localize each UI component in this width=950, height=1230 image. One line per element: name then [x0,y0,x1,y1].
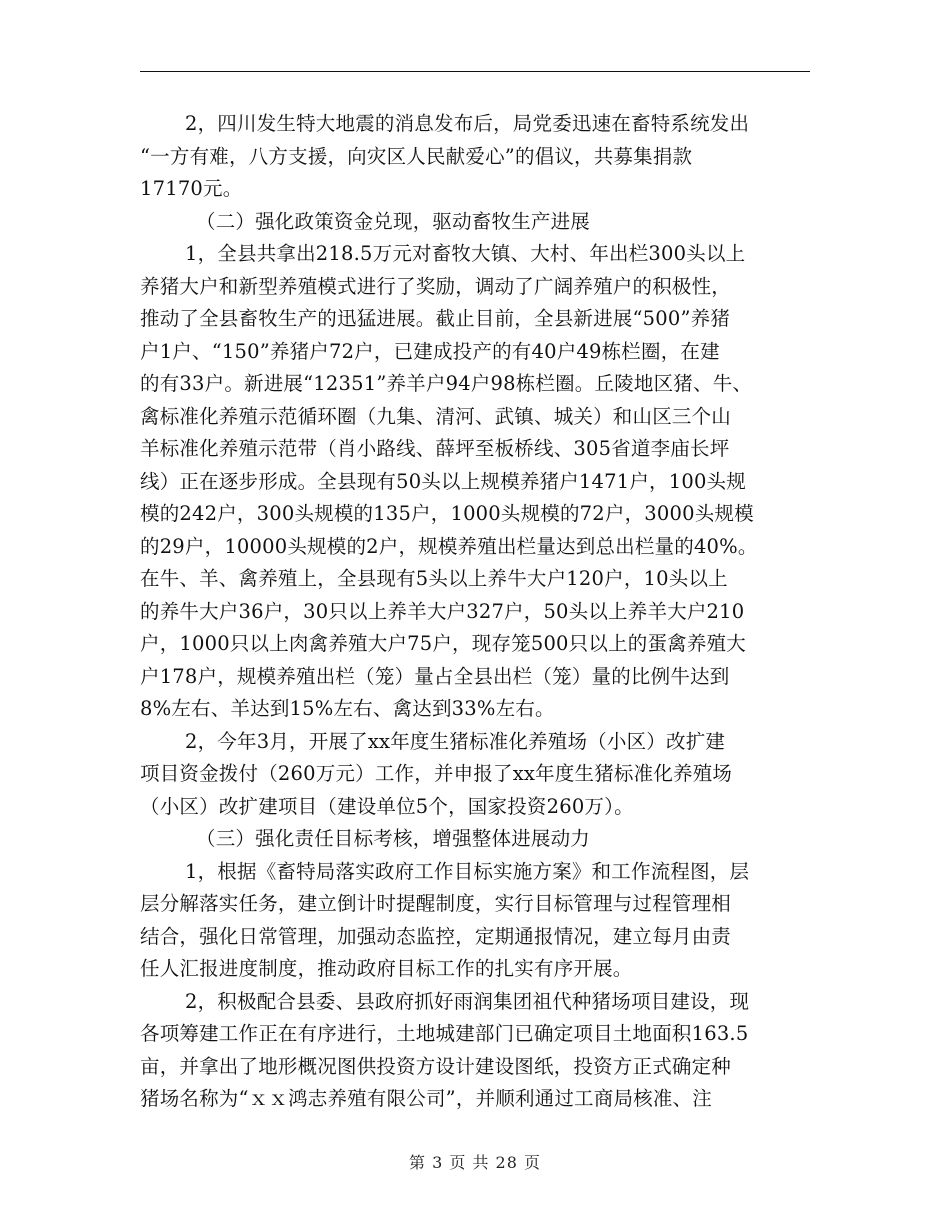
paragraph-line: 户，1000只以上肉禽养殖大户75户，现存笼500只以上的蛋禽养殖大 [140,632,746,655]
paragraph-line: 1，全县共拿出218.5万元对畜牧大镇、大村、年出栏300头以上 [185,242,746,265]
paragraph-line: 的养牛大户36户，30只以上养羊大户327户，50头以上养羊大户210 [140,599,745,623]
section-heading: （二）强化政策资金兑现，驱动畜牧生产进展 [196,209,591,233]
paragraph-line: 任人汇报进度制度，推动政府目标工作的扎实有序开展。 [140,957,633,980]
paragraph-line: 养猪大户和新型养殖模式进行了奖励，调动了广阔养殖户的积极性， [140,274,732,298]
paragraph-line: 推动了全县畜牧生产的迅猛进展。截止目前，全县新进展“500”养猪 [140,307,731,330]
paragraph-line: 8%左右、羊达到15%左右、禽达到33%左右。 [140,697,555,720]
paragraph-line: 项目资金拨付（260万元）工作，并申报了xx年度生猪标准化养殖场 [140,762,733,785]
paragraph-line: 的有33户。新进展“12351”养羊户94户98栋栏圈。丘陵地区猪、牛、 [140,372,753,395]
paragraph-line: 禽标准化养殖示范循环圈（九集、清河、武镇、城关）和山区三个山 [140,404,732,428]
paragraph-line: 模的242户，300头规模的135户，1000头规模的72户，3000头规模 [140,502,754,525]
paragraph-line: 猪场名称为“ｘｘ鸿志养殖有限公司”，并顺利通过工商局核准、注 [140,1087,712,1110]
paragraph-line: 2，积极配合县委、县政府抓好雨润集团祖代种猪场项目建设，现 [185,989,750,1013]
paragraph-line: 各项筹建工作正在有序进行，土地城建部门已确定项目土地面积163.5 [140,1022,749,1045]
header-rule [140,71,810,72]
paragraph-line: 1，根据《畜特局落实政府工作目标实施方案》和工作流程图，层 [185,859,750,883]
paragraph-line: 2，今年3月，开展了xx年度生猪标准化养殖场（小区）改扩建 [185,729,726,753]
paragraph-line: 线）正在逐步形成。全县现有50头以上规模养猪户1471户，100头规 [140,469,746,493]
section-heading: （三）强化责任目标考核，增强整体进展动力 [196,827,591,850]
paragraph-line: 户178户，规模养殖出栏（笼）量占全县出栏（笼）量的比例牛达到 [140,664,730,688]
page-number-footer: 第 3 页 共 28 页 [409,1153,541,1172]
paragraph-line: （小区）改扩建项目（建设单位5个，国家投资260万）。 [140,794,634,818]
paragraph-line: 亩，并拿出了地形概况图供投资方设计建设图纸，投资方正式确定种 [140,1054,732,1078]
paragraph-line: 2，四川发生特大地震的消息发布后，局党委迅速在畜特系统发出 [185,112,750,135]
paragraph-line: 羊标准化养殖示范带（肖小路线、薛坪至板桥线、305省道李庙长坪 [140,437,730,460]
paragraph-line: 17170元。 [140,177,243,200]
paragraph-line: 结合，强化日常管理，加强动态监控，定期通报情况，建立每月由责 [140,924,732,948]
paragraph-line: “一方有难，八方支援，向灾区人民献爱心”的倡议，共募集捐款 [140,144,693,168]
paragraph-line: 户1户、“150”养猪户72户，已建成投产的有40户49栋栏圈，在建 [140,339,720,363]
body-text [140,108,830,1116]
paragraph-line: 的29户，10000头规模的2户，规模养殖出栏量达到总出栏量的40%。 [140,534,758,558]
paragraph-line: 层分解落实任务，建立倒计时提醒制度，实行目标管理与过程管理相 [140,892,732,915]
paragraph-line: 在牛、羊、禽养殖上，全县现有5头以上养牛大户120户，10头以上 [140,567,728,590]
